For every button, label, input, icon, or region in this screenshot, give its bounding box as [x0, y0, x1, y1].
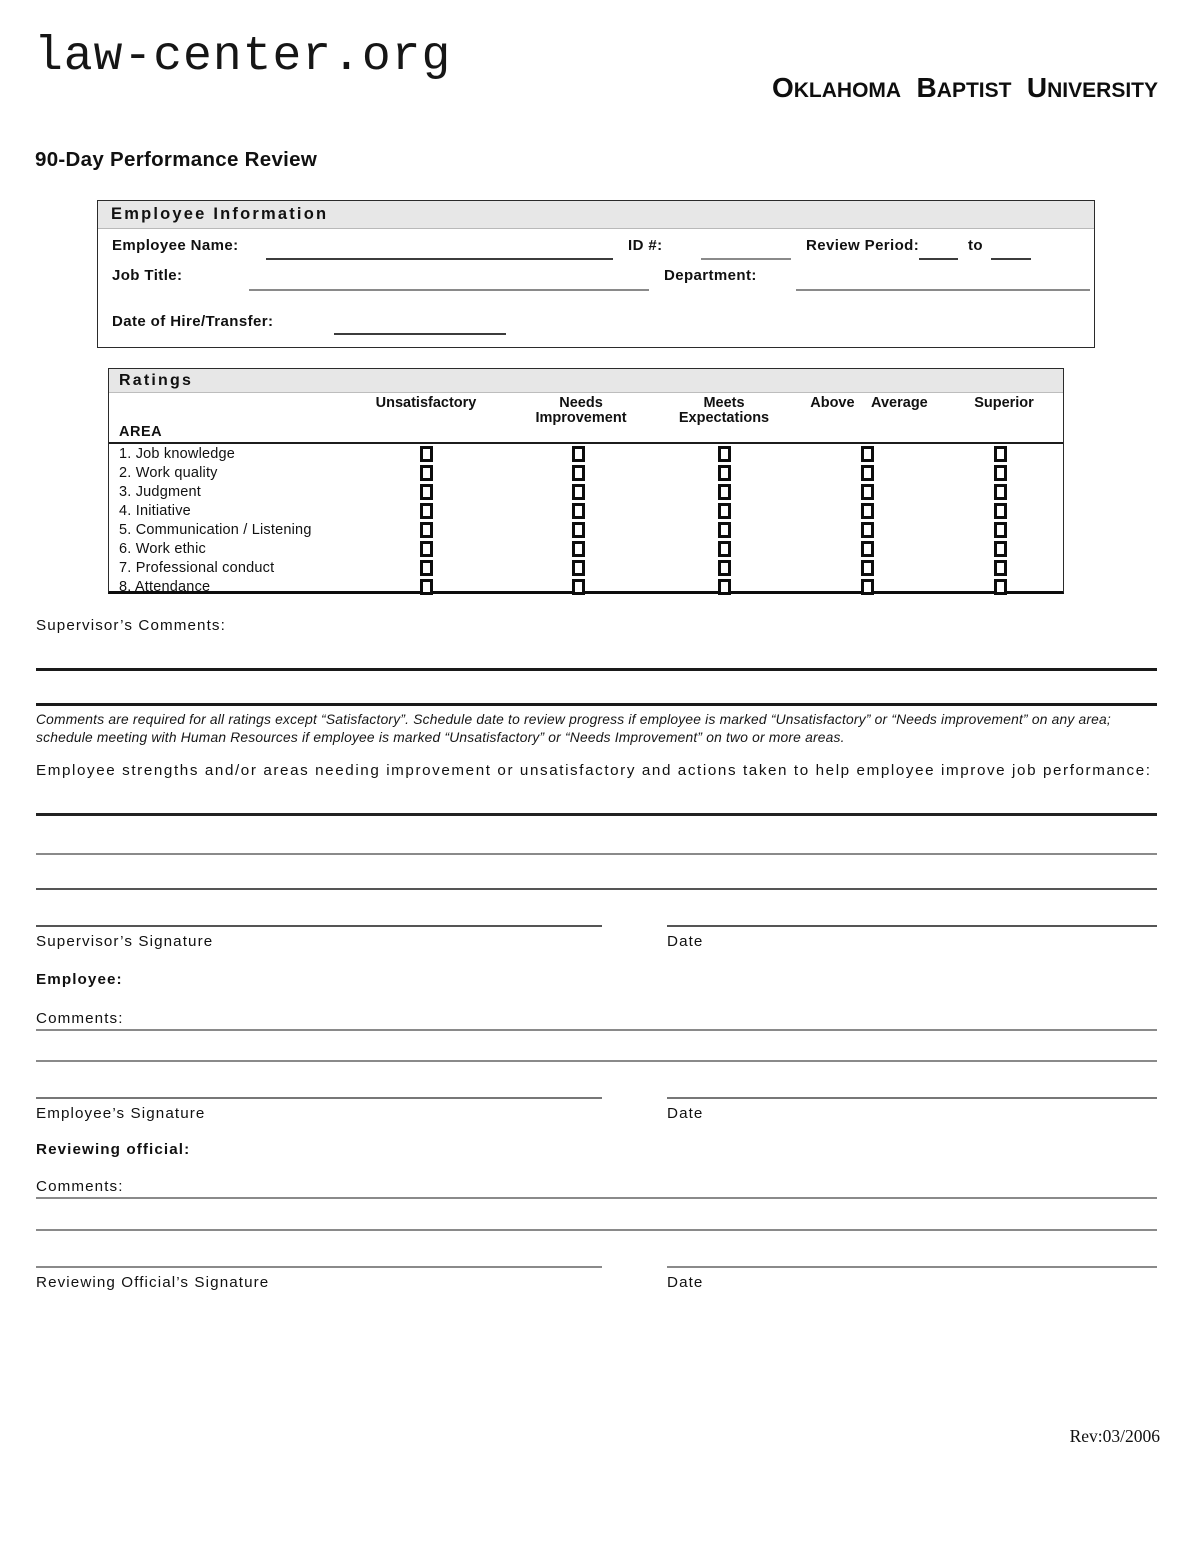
rating-checkbox[interactable]: [861, 560, 874, 576]
rating-row: [109, 501, 1063, 520]
rating-checkbox[interactable]: [994, 484, 1007, 500]
area-label: AREA: [119, 424, 163, 440]
employee-signature-label: Employee’s Signature: [36, 1105, 206, 1122]
employee-signature-field[interactable]: [36, 1097, 602, 1099]
supervisor-signature-field[interactable]: [36, 925, 602, 927]
rating-checkbox[interactable]: [994, 503, 1007, 519]
university-name: [772, 72, 1158, 104]
rating-area: 8. Attendance: [119, 578, 211, 595]
university-word: UNIVERSITY: [1026, 72, 1158, 103]
id-field[interactable]: [701, 258, 791, 260]
revision-stamp: Rev:03/2006: [1069, 1426, 1160, 1446]
rating-checkbox[interactable]: [994, 541, 1007, 557]
rating-area: 4. Initiative: [119, 502, 191, 519]
comment-line[interactable]: [36, 853, 1157, 855]
supervisor-date-field[interactable]: [667, 925, 1157, 927]
reviewing-official-date-label: Date: [667, 1274, 704, 1291]
logo: law-center.org: [34, 30, 452, 84]
rating-checkbox[interactable]: [572, 465, 585, 481]
rating-checkbox[interactable]: [861, 541, 874, 557]
rating-checkbox[interactable]: [572, 560, 585, 576]
ratings-note: Comments are required for all ratings except “Satisfactory”. Schedule date to review progress if employee is marked “Unsatisfactory” or “Needs improvement” on any area; schedule meeting with Human Resources if employee is marked “Unsatisfactory” or “Needs Improvement” on two or more areas.: [36, 712, 1111, 745]
rating-checkbox[interactable]: [994, 579, 1007, 595]
rating-checkbox[interactable]: [718, 465, 731, 481]
rating-row: [109, 520, 1063, 539]
rating-checkbox[interactable]: [861, 579, 874, 595]
job-title-field[interactable]: [249, 289, 649, 291]
rating-area: 5. Communication / Listening: [119, 521, 312, 538]
department-field[interactable]: [796, 289, 1090, 291]
rating-checkbox[interactable]: [420, 560, 433, 576]
rating-checkbox[interactable]: [718, 446, 731, 462]
rating-checkbox[interactable]: [420, 465, 433, 481]
rating-checkbox[interactable]: [420, 579, 433, 595]
rating-area: 6. Work ethic: [119, 540, 206, 557]
review-period-label: Review Period:: [806, 237, 920, 254]
employee-date-label: Date: [667, 1105, 704, 1122]
rating-checkbox[interactable]: [718, 484, 731, 500]
reviewing-official-comments-label: Comments:: [36, 1178, 124, 1195]
rating-row: [109, 539, 1063, 558]
rating-checkbox[interactable]: [572, 446, 585, 462]
rating-checkbox[interactable]: [420, 484, 433, 500]
rating-checkbox[interactable]: [718, 560, 731, 576]
rating-checkbox[interactable]: [420, 541, 433, 557]
comment-line[interactable]: [36, 1060, 1157, 1062]
rating-checkbox[interactable]: [861, 484, 874, 500]
supervisor-comments-label: Supervisor’s Comments:: [36, 617, 226, 634]
job-title-label: Job Title:: [112, 267, 183, 284]
employee-section-title: Employee:: [36, 971, 123, 988]
review-period-from-field[interactable]: [919, 258, 958, 260]
university-word: BAPTIST: [916, 72, 1012, 103]
supervisor-signature-label: Supervisor’s Signature: [36, 933, 214, 950]
employee-comments-label: Comments:: [36, 1010, 124, 1027]
page-title: 90-Day Performance Review: [35, 148, 318, 171]
rating-row: [109, 558, 1063, 577]
rating-checkbox[interactable]: [994, 446, 1007, 462]
rating-checkbox[interactable]: [572, 503, 585, 519]
date-of-hire-field[interactable]: [334, 333, 506, 335]
rating-checkbox[interactable]: [718, 579, 731, 595]
ratings-header: Ratings: [109, 369, 1063, 393]
rating-row: [109, 444, 1063, 463]
employee-name-label: Employee Name:: [112, 237, 239, 254]
id-label: ID #:: [628, 237, 663, 254]
employee-name-field[interactable]: [266, 258, 613, 260]
date-of-hire-label: Date of Hire/Transfer:: [112, 313, 274, 330]
employee-information-section: [97, 200, 1095, 348]
column-header-needs-improvement: Needs Improvement: [535, 395, 627, 426]
comment-line[interactable]: [36, 1029, 1157, 1031]
column-header-meets-expectations: Meets Expectations: [678, 395, 770, 426]
review-period-to-field[interactable]: [991, 258, 1031, 260]
reviewing-official-date-field[interactable]: [667, 1266, 1157, 1268]
comment-line[interactable]: [36, 888, 1157, 890]
rating-checkbox[interactable]: [861, 446, 874, 462]
rating-checkbox[interactable]: [718, 541, 731, 557]
department-label: Department:: [664, 267, 757, 284]
ratings-column-headers: [109, 393, 1063, 444]
review-period-to-label: to: [968, 237, 983, 254]
rating-area: 2. Work quality: [119, 464, 218, 481]
rating-area: 1. Job knowledge: [119, 445, 236, 462]
rating-area: 3. Judgment: [119, 483, 201, 500]
rating-checkbox[interactable]: [718, 503, 731, 519]
reviewing-official-section-title: Reviewing official:: [36, 1141, 191, 1158]
rating-area: 7. Professional conduct: [119, 559, 275, 576]
comment-line[interactable]: [36, 668, 1157, 671]
column-header-above-average: Above Average: [810, 395, 928, 411]
rating-checkbox[interactable]: [718, 522, 731, 538]
rating-checkbox[interactable]: [572, 484, 585, 500]
reviewing-official-signature-label: Reviewing Official’s Signature: [36, 1274, 270, 1291]
rating-checkbox[interactable]: [572, 541, 585, 557]
rating-checkbox[interactable]: [420, 446, 433, 462]
university-word: OKLAHOMA: [771, 72, 902, 103]
rating-checkbox[interactable]: [861, 465, 874, 481]
rating-checkbox[interactable]: [420, 522, 433, 538]
rating-checkbox[interactable]: [994, 560, 1007, 576]
column-header-unsatisfactory: Unsatisfactory: [375, 395, 477, 411]
ratings-section: [108, 368, 1064, 594]
reviewing-official-signature-field[interactable]: [36, 1266, 602, 1268]
column-header-superior: Superior: [974, 395, 1034, 411]
rating-checkbox[interactable]: [861, 522, 874, 538]
rating-checkbox[interactable]: [572, 579, 585, 595]
supervisor-date-label: Date: [667, 933, 704, 950]
rating-checkbox[interactable]: [994, 465, 1007, 481]
comment-line[interactable]: [36, 1229, 1157, 1231]
employee-information-header: Employee Information: [98, 201, 1094, 229]
rating-row: [109, 577, 1063, 596]
rating-checkbox[interactable]: [572, 522, 585, 538]
comment-line[interactable]: [36, 1197, 1157, 1199]
rating-checkbox[interactable]: [420, 503, 433, 519]
rating-row: [109, 482, 1063, 501]
strengths-label: Employee strengths and/or areas needing improvement or unsatisfactory and actions taken to help employee improve job performance:: [36, 762, 1152, 779]
employee-date-field[interactable]: [667, 1097, 1157, 1099]
comment-line[interactable]: [36, 813, 1157, 816]
rating-checkbox[interactable]: [861, 503, 874, 519]
rating-checkbox[interactable]: [994, 522, 1007, 538]
comment-line[interactable]: [36, 703, 1157, 706]
rating-row: [109, 463, 1063, 482]
